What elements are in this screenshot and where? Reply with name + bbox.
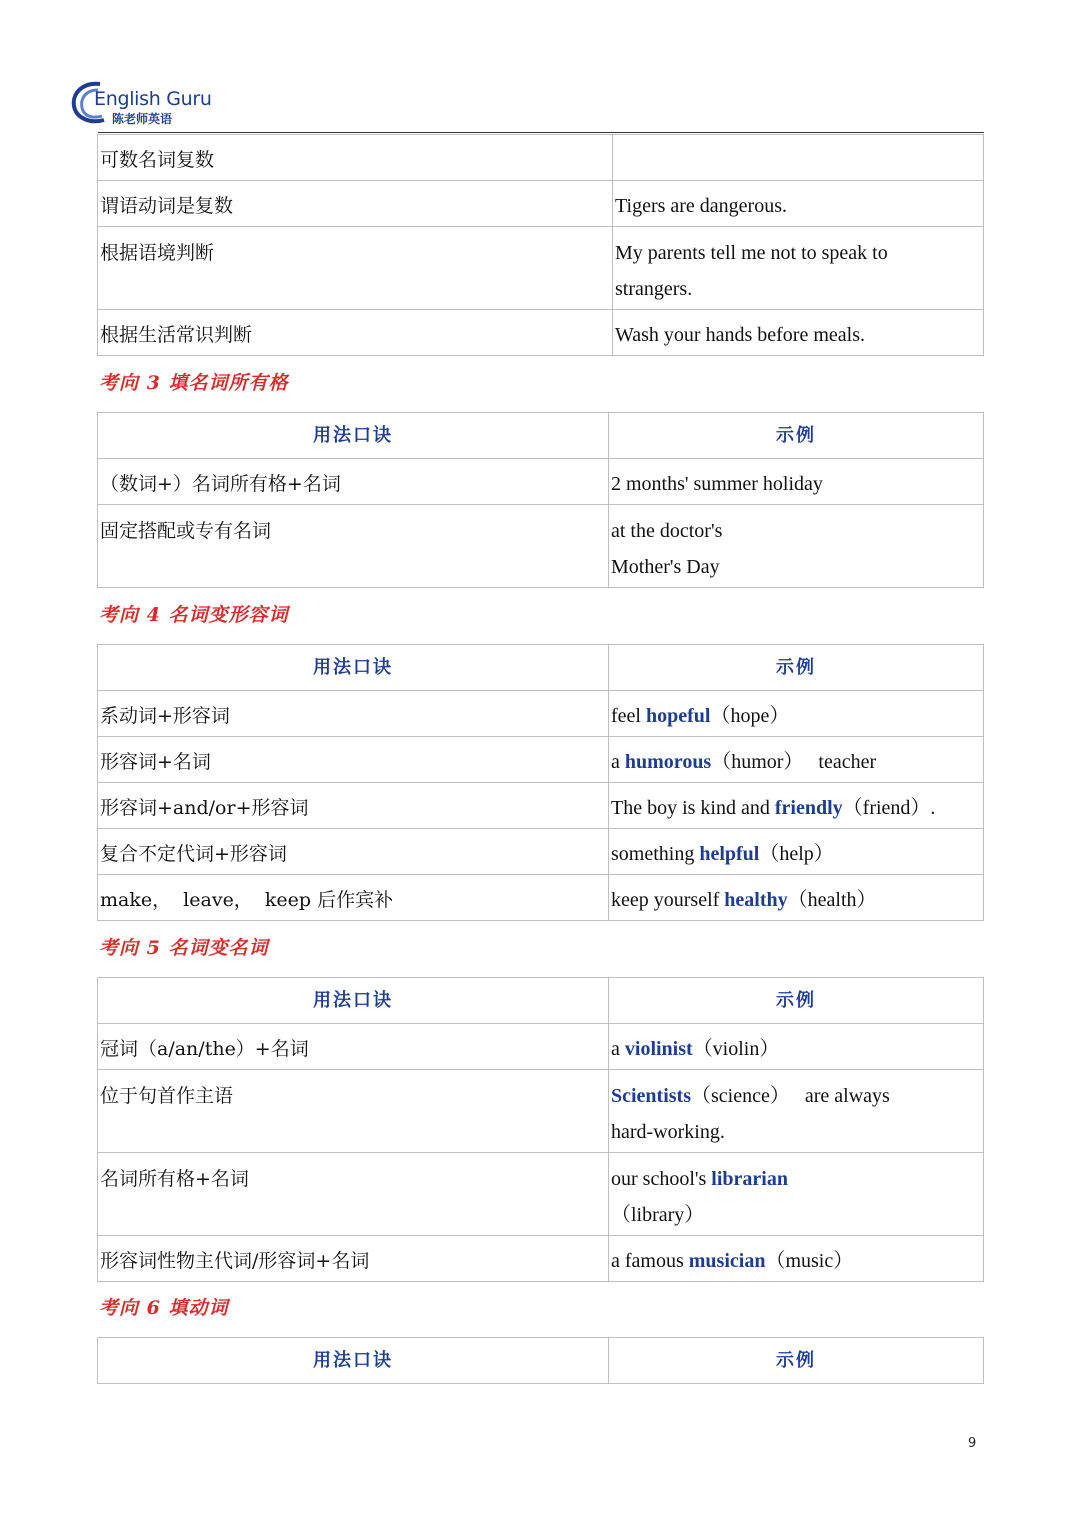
rule-cell: （数词+）名词所有格+名词 (98, 459, 609, 505)
example-cell: a famous musician（music） (609, 1236, 984, 1282)
table-row (98, 1024, 984, 1070)
noun-to-adjective-table (97, 644, 984, 921)
section-3-title: 考向 3 填名词所有格 (99, 372, 289, 394)
rule-cell: 谓语动词是复数 (98, 181, 613, 227)
example-cell: our school's librarian （library） (609, 1153, 984, 1236)
possessive-table (97, 412, 984, 588)
table-header-row (98, 645, 984, 691)
table-row (98, 737, 984, 783)
table-row (98, 135, 984, 181)
logo-subtitle: 陈老师英语 (112, 112, 173, 126)
example-cell: feel hopeful（hope） (609, 691, 984, 737)
answer-word: hopeful (645, 705, 711, 727)
header-example: 示例 (609, 978, 984, 1024)
example-cell: The boy is kind and friendly（friend）. (609, 783, 984, 829)
rule-cell: 形容词+名词 (98, 737, 609, 783)
example-cell: at the doctor's Mother's Day (609, 505, 984, 588)
answer-word: librarian (711, 1168, 788, 1190)
section-6-title: 考向 6 填动词 (99, 1297, 229, 1319)
plural-noun-table (97, 134, 984, 356)
table-row (98, 459, 984, 505)
header-rule: 用法口诀 (98, 1338, 609, 1384)
rule-cell: 位于句首作主语 (98, 1070, 609, 1153)
table-row (98, 1153, 984, 1236)
rule-cell: 冠词（a/an/the）+名词 (98, 1024, 609, 1070)
table-row (98, 505, 984, 588)
answer-word: humorous (624, 751, 712, 773)
noun-to-noun-table (97, 977, 984, 1282)
answer-word: Scientists (611, 1085, 691, 1107)
example-cell: My parents tell me not to speak to strangers. (613, 227, 984, 310)
rule-cell: 复合不定代词+形容词 (98, 829, 609, 875)
table-row (98, 181, 984, 227)
logo-brand: English Guru (94, 88, 212, 110)
answer-word: violinist (624, 1038, 693, 1060)
table-header-row (98, 1338, 984, 1384)
header-example: 示例 (609, 413, 984, 459)
example-cell: 2 months' summer holiday (609, 459, 984, 505)
table-row (98, 829, 984, 875)
example-cell: a violinist（violin） (609, 1024, 984, 1070)
rule-cell: 名词所有格+名词 (98, 1153, 609, 1236)
rule-cell: 形容词+and/or+形容词 (98, 783, 609, 829)
rule-cell: 根据生活常识判断 (98, 310, 613, 356)
example-cell: keep yourself healthy（health） (609, 875, 984, 921)
example-cell: Scientists（science） are always hard-working. (609, 1070, 984, 1153)
table-row (98, 310, 984, 356)
table-row (98, 1070, 984, 1153)
rule-cell: 形容词性物主代词/形容词+名词 (98, 1236, 609, 1282)
header-example: 示例 (609, 645, 984, 691)
example-cell: something helpful（help） (609, 829, 984, 875)
table-row (98, 875, 984, 921)
verb-table (97, 1337, 984, 1384)
answer-word: healthy (724, 889, 788, 911)
example-cell: Wash your hands before meals. (613, 310, 984, 356)
section-5-title: 考向 5 名词变名词 (99, 937, 269, 959)
table-row (98, 783, 984, 829)
header-divider (98, 132, 984, 133)
answer-word: musician (688, 1250, 766, 1272)
answer-word: friendly (774, 797, 843, 819)
table-row (98, 691, 984, 737)
rule-cell: 根据语境判断 (98, 227, 613, 310)
example-cell: a humorous（humor） teacher (609, 737, 984, 783)
answer-word: helpful (699, 843, 760, 865)
rule-cell: 系动词+形容词 (98, 691, 609, 737)
table-header-row (98, 413, 984, 459)
table-header-row (98, 978, 984, 1024)
rule-cell: make， leave， keep 后作宾补 (98, 875, 609, 921)
header-rule: 用法口诀 (98, 645, 609, 691)
section-4-title: 考向 4 名词变形容词 (99, 604, 289, 626)
table-row (98, 227, 984, 310)
header-rule: 用法口诀 (98, 413, 609, 459)
header-rule: 用法口诀 (98, 978, 609, 1024)
example-cell: Tigers are dangerous. (613, 181, 984, 227)
rule-cell: 固定搭配或专有名词 (98, 505, 609, 588)
header-example: 示例 (609, 1338, 984, 1384)
page-number: 9 (968, 1436, 977, 1451)
table-row (98, 1236, 984, 1282)
rule-cell: 可数名词复数 (98, 135, 613, 181)
example-cell (613, 135, 984, 181)
english-guru-logo (70, 78, 230, 128)
